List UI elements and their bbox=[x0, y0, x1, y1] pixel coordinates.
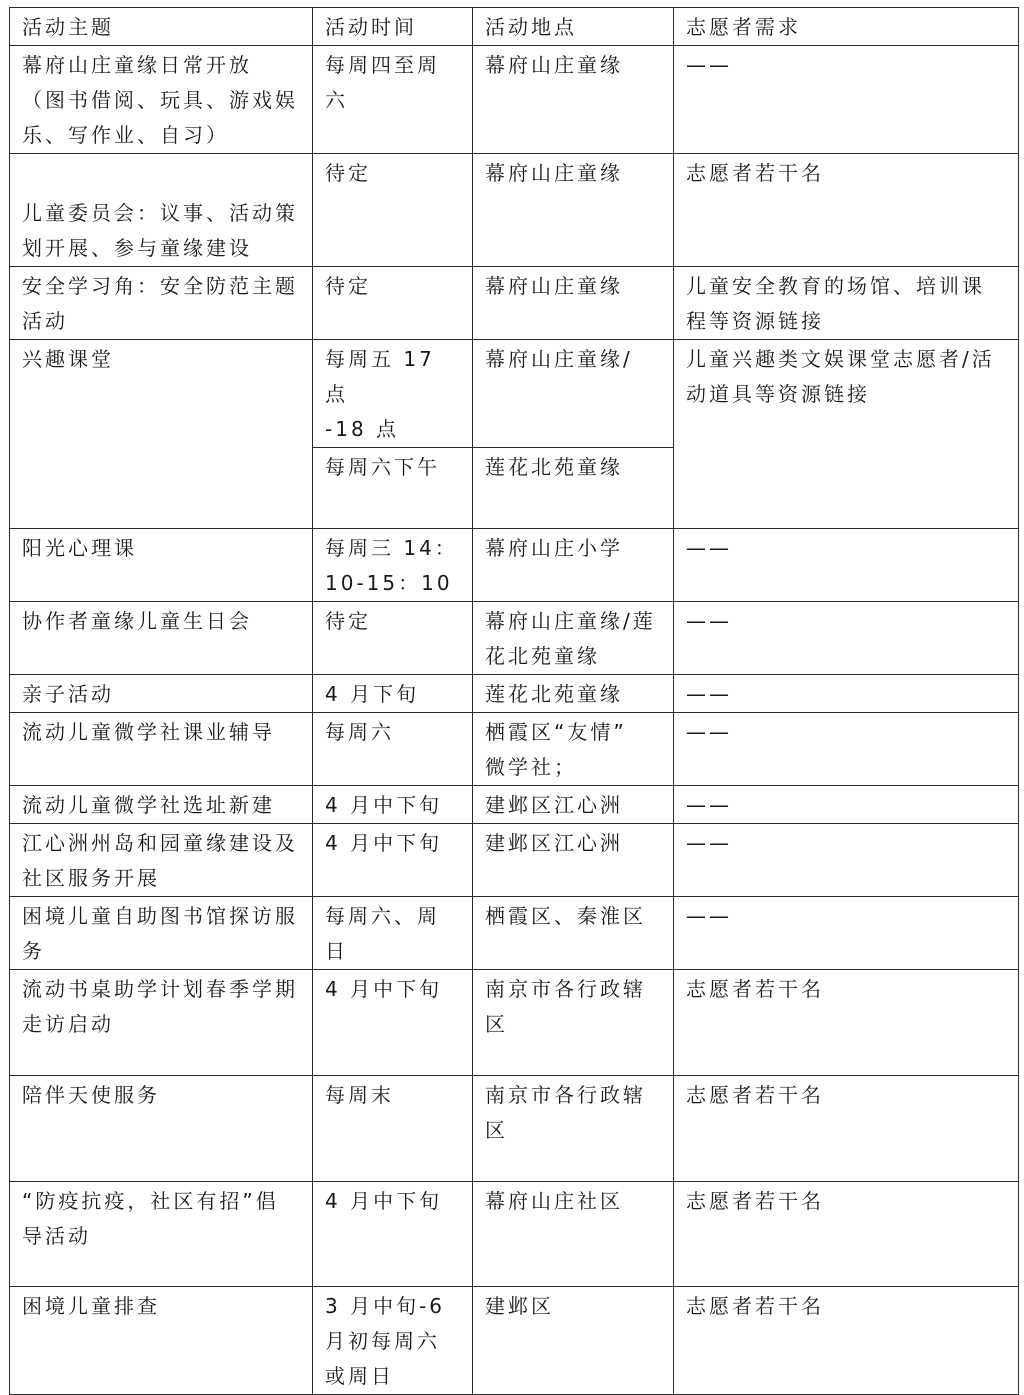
table-row bbox=[10, 970, 1019, 1076]
time-cell: 每周五 17 点 -18 点 bbox=[313, 340, 473, 448]
table-header-row bbox=[10, 8, 1019, 46]
place-cell: 幕府山庄童缘 bbox=[473, 267, 674, 340]
header-need: 志愿者需求 bbox=[674, 8, 1019, 46]
need-cell: —— bbox=[674, 824, 1019, 897]
theme-cell: 兴趣课堂 bbox=[10, 340, 313, 529]
theme-cell: 困境儿童排查 bbox=[10, 1287, 313, 1395]
place-cell: 栖霞区、秦淮区 bbox=[473, 897, 674, 970]
need-cell: 志愿者若干名 bbox=[674, 154, 1019, 267]
table-row bbox=[10, 46, 1019, 154]
table-row bbox=[10, 154, 1019, 267]
header-theme: 活动主题 bbox=[10, 8, 313, 46]
theme-cell: 安全学习角：安全防范主题活动 bbox=[10, 267, 313, 340]
theme-cell: 流动儿童微学社选址新建 bbox=[10, 786, 313, 824]
table-row bbox=[10, 897, 1019, 970]
time-cell: 每周三 14： 10-15：10 bbox=[313, 529, 473, 602]
need-cell: 儿童安全教育的场馆、培训课程等资源链接 bbox=[674, 267, 1019, 340]
place-cell: 建邺区江心洲 bbox=[473, 786, 674, 824]
theme-cell: 亲子活动 bbox=[10, 675, 313, 713]
theme-cell: 阳光心理课 bbox=[10, 529, 313, 602]
time-cell: 每周六下午 bbox=[313, 448, 473, 529]
time-cell: 每周六 bbox=[313, 713, 473, 786]
time-cell: 4 月中下旬 bbox=[313, 970, 473, 1076]
theme-cell: 幕府山庄童缘日常开放 （图书借阅、玩具、游戏娱乐、写作业、自习） bbox=[10, 46, 313, 154]
time-cell: 待定 bbox=[313, 602, 473, 675]
time-cell: 3 月中旬-6 月初每周六或周日 bbox=[313, 1287, 473, 1395]
time-cell: 待定 bbox=[313, 267, 473, 340]
need-cell: —— bbox=[674, 897, 1019, 970]
time-cell: 待定 bbox=[313, 154, 473, 267]
place-cell: 南京市各行政辖区 bbox=[473, 970, 674, 1076]
place-cell: 幕府山庄童缘/莲花北苑童缘 bbox=[473, 602, 674, 675]
table-row bbox=[10, 267, 1019, 340]
need-cell: —— bbox=[674, 786, 1019, 824]
need-cell: 志愿者若干名 bbox=[674, 1076, 1019, 1182]
place-cell: 栖霞区“友情” 微学社； bbox=[473, 713, 674, 786]
table-row bbox=[10, 675, 1019, 713]
need-cell: —— bbox=[674, 602, 1019, 675]
table-row bbox=[10, 1076, 1019, 1182]
theme-cell: 陪伴天使服务 bbox=[10, 1076, 313, 1182]
time-cell: 4 月中下旬 bbox=[313, 824, 473, 897]
theme-cell: 协作者童缘儿童生日会 bbox=[10, 602, 313, 675]
place-cell: 幕府山庄童缘/ bbox=[473, 340, 674, 448]
header-time: 活动时间 bbox=[313, 8, 473, 46]
theme-cell: 儿童委员会：议事、活动策划开展、参与童缘建设 bbox=[10, 154, 313, 267]
place-cell: 莲花北苑童缘 bbox=[473, 448, 674, 529]
need-cell: 志愿者若干名 bbox=[674, 970, 1019, 1076]
table-row bbox=[10, 340, 1019, 448]
theme-cell: 困境儿童自助图书馆探访服务 bbox=[10, 897, 313, 970]
time-cell: 4 月中下旬 bbox=[313, 1182, 473, 1287]
need-cell: 志愿者若干名 bbox=[674, 1287, 1019, 1395]
need-cell: —— bbox=[674, 46, 1019, 154]
place-cell: 南京市各行政辖区 bbox=[473, 1076, 674, 1182]
need-cell: —— bbox=[674, 529, 1019, 602]
table-row bbox=[10, 824, 1019, 897]
need-cell: —— bbox=[674, 713, 1019, 786]
need-cell: 儿童兴趣类文娱课堂志愿者/活动道具等资源链接 bbox=[674, 340, 1019, 529]
place-cell: 建邺区 bbox=[473, 1287, 674, 1395]
place-cell: 幕府山庄童缘 bbox=[473, 46, 674, 154]
theme-cell: 流动书桌助学计划春季学期走访启动 bbox=[10, 970, 313, 1076]
need-cell: —— bbox=[674, 675, 1019, 713]
theme-cell: 流动儿童微学社课业辅导 bbox=[10, 713, 313, 786]
place-cell: 幕府山庄社区 bbox=[473, 1182, 674, 1287]
time-cell: 4 月中下旬 bbox=[313, 786, 473, 824]
place-cell: 幕府山庄小学 bbox=[473, 529, 674, 602]
time-cell: 每周六、周日 bbox=[313, 897, 473, 970]
table-row bbox=[10, 602, 1019, 675]
table-row bbox=[10, 529, 1019, 602]
header-place: 活动地点 bbox=[473, 8, 674, 46]
time-cell: 每周四至周六 bbox=[313, 46, 473, 154]
place-cell: 莲花北苑童缘 bbox=[473, 675, 674, 713]
place-cell: 幕府山庄童缘 bbox=[473, 154, 674, 267]
theme-cell: 江心洲州岛和园童缘建设及社区服务开展 bbox=[10, 824, 313, 897]
need-cell: 志愿者若干名 bbox=[674, 1182, 1019, 1287]
table-row bbox=[10, 786, 1019, 824]
time-cell: 4 月下旬 bbox=[313, 675, 473, 713]
theme-cell: “防疫抗疫，社区有招”倡导活动 bbox=[10, 1182, 313, 1287]
activity-table bbox=[9, 7, 1019, 1395]
place-cell: 建邺区江心洲 bbox=[473, 824, 674, 897]
table-row bbox=[10, 1287, 1019, 1395]
table-row bbox=[10, 713, 1019, 786]
time-cell: 每周末 bbox=[313, 1076, 473, 1182]
table-row bbox=[10, 1182, 1019, 1287]
